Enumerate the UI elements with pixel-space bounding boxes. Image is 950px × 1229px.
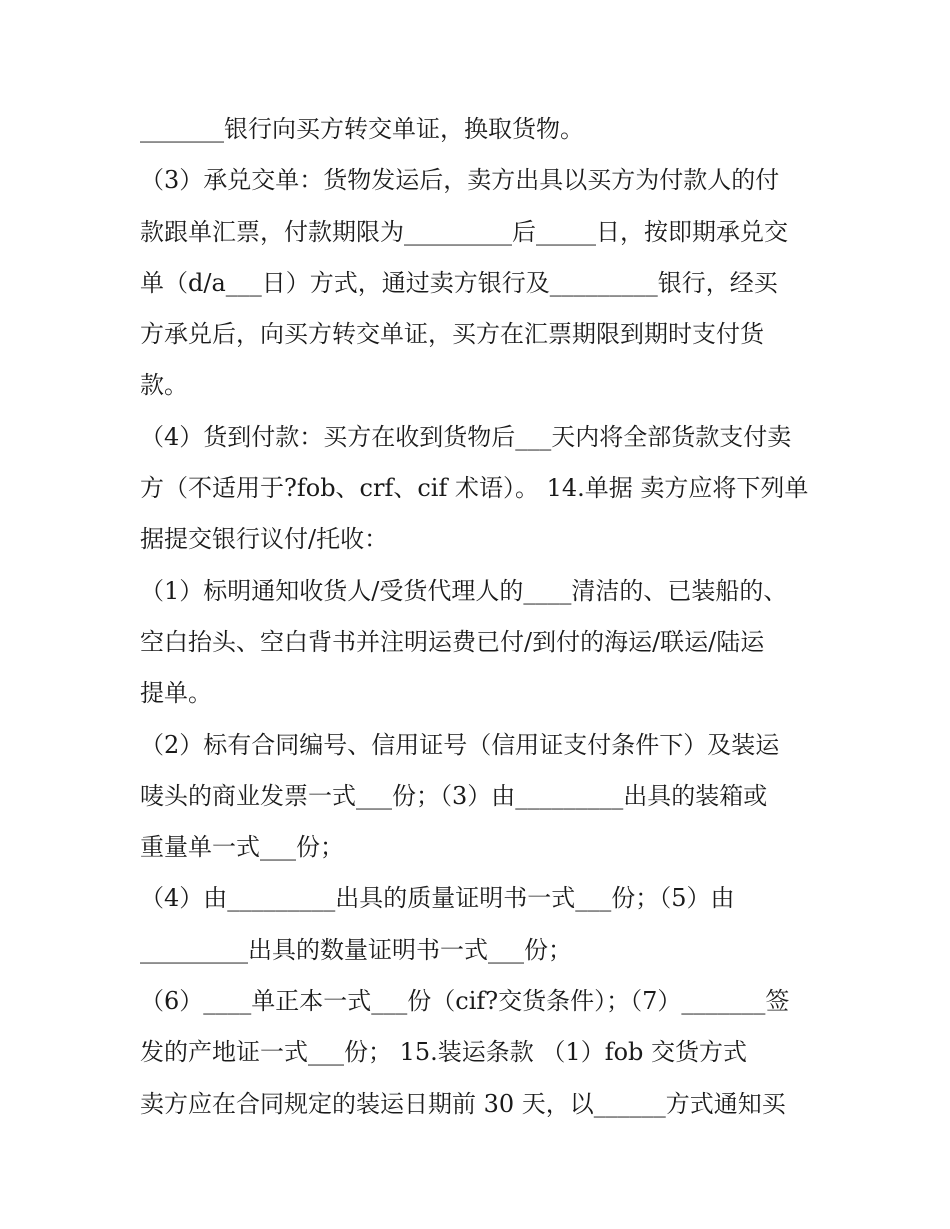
text-line: 重量单一式___份； — [140, 833, 344, 862]
text-line: （4）货到付款：买方在收到货物后___天内将全部货款支付卖 — [140, 422, 792, 451]
text-line: 据提交银行议付/托收： — [140, 525, 389, 554]
text-line: 款。 — [140, 371, 188, 400]
text-line: （2）标有合同编号、信用证号（信用证支付条件下）及装运 — [140, 730, 780, 759]
text-line: _________出具的数量证明书一式___份； — [140, 935, 572, 964]
text-line: _______银行向买方转交单证，换取货物。 — [140, 115, 584, 143]
text-line: 款跟单汇票，付款期限为_________后_____日，按即期承兑交 — [140, 217, 788, 246]
text-line: （4）由_________出具的质量证明书一式___份；（5）由 — [140, 884, 735, 913]
text-line: 单（d/a___日）方式，通过卖方银行及_________银行，经买 — [140, 268, 778, 297]
text-line: 空白抬头、空白背书并注明运费已付/到付的海运/联运/陆运 — [140, 627, 765, 656]
text-line: 唛头的商业发票一式___份；（3）由_________出具的装箱或 — [140, 781, 768, 810]
text-line: 卖方应在合同规定的装运日期前 30 天，以______方式通知买 — [140, 1089, 786, 1118]
text-line: 提单。 — [140, 679, 212, 708]
text-line: 方（不适用于?fob、crf、cif 术语）。 14.单据 卖方应将下列单 — [140, 474, 809, 503]
text-line: 方承兑后，向买方转交单证，买方在汇票期限到期时支付货 — [140, 320, 764, 349]
text-line: （3）承兑交单：货物发运后，卖方出具以买方为付款人的付 — [140, 166, 780, 195]
text-line: （1）标明通知收货人/受货代理人的____清洁的、已装船的、 — [140, 576, 788, 605]
text-line: 发的产地证一式___份； 15.装运条款 （1）fob 交货方式 — [140, 1038, 748, 1067]
text-line: （6）____单正本一式___份（cif?交货条件）；（7）_______签 — [140, 987, 790, 1016]
document-body — [140, 104, 830, 1130]
